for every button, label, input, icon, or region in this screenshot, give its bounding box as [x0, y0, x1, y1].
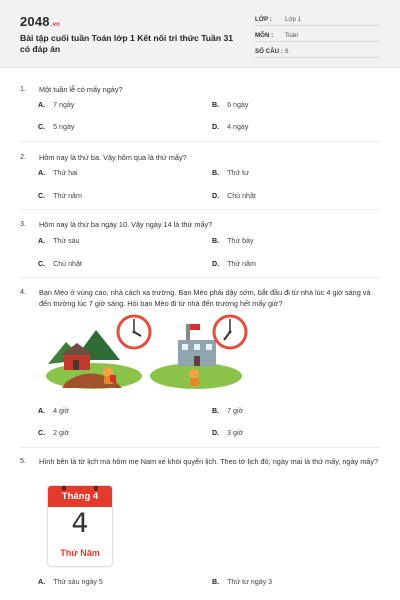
clock-4-oclock-icon [118, 316, 150, 348]
question-number: 4. [20, 287, 27, 296]
option-letter: B. [212, 169, 220, 177]
option-letter: D. [212, 123, 220, 131]
question-text: Hôm nay là thứ ba. Vậy hôm qua là thứ mấy? [39, 153, 187, 162]
option-text: 5 ngày [53, 123, 75, 131]
school-door [194, 356, 200, 366]
cat-body [190, 378, 199, 386]
option-3c[interactable] [38, 260, 82, 268]
option-text: Thứ sáu ngày 5 [53, 578, 103, 586]
meta-subject-value: Toán [285, 32, 299, 39]
option-4d[interactable] [212, 429, 243, 437]
cat-head [189, 369, 199, 379]
option-3a[interactable] [38, 237, 80, 245]
option-letter: D. [212, 260, 220, 268]
backpack [110, 375, 116, 382]
option-text: 2 giờ [53, 429, 70, 437]
option-letter: C. [38, 123, 46, 131]
option-5b[interactable] [212, 578, 272, 586]
divider [20, 277, 380, 278]
option-letter: A. [38, 101, 46, 109]
meta-count-label: SỐ CÂU : [255, 48, 283, 55]
house-door [73, 360, 79, 370]
question-number: 1. [20, 84, 27, 93]
document-title: Bài tập cuối tuần Toán lớp 1 Kết nối tri thức Tuần 31 có đáp án [20, 33, 234, 54]
school-clock-illustration [148, 314, 248, 390]
question-text: Bạn Mèo ở vùng cao, nhà cách xa trường. Bạn Mèo phải dậy sớm, bắt đầu đi từ nhà lúc 4 giờ sáng và đến trường lúc 7 giờ sáng. Hỏi bạn Mèo đi từ nhà đến trường hết mấy giờ? [39, 288, 371, 308]
option-letter: D. [212, 429, 220, 437]
option-2a[interactable] [38, 169, 78, 177]
option-text: Thứ năm [53, 192, 82, 200]
option-1a[interactable] [38, 101, 74, 109]
option-2b[interactable] [212, 169, 249, 177]
option-text: 7 giờ [227, 407, 244, 415]
option-1d[interactable] [212, 123, 248, 131]
question-number: 5. [20, 456, 27, 465]
option-text: Thứ sáu [53, 237, 80, 245]
question-text: Hôm nay là thứ ba ngày 10. Vậy ngày 14 là thứ mấy? [39, 220, 213, 229]
document-header [0, 0, 400, 68]
option-text: Thứ năm [227, 260, 256, 268]
option-letter: A. [38, 237, 46, 245]
divider [20, 209, 380, 210]
option-text: 7 ngày [53, 101, 75, 109]
house-clock-illustration [44, 314, 160, 390]
meta-class-value: Lớp 1 [285, 16, 302, 23]
question-text: Hình bên là tờ lịch mà hôm mẹ Nam xé khỏi quyển lịch. Theo tờ lịch đó, ngày mai là thứ mấy, ngày mấy? [39, 457, 379, 466]
option-1c[interactable] [38, 123, 74, 131]
option-text: Thứ tư ngày 3 [227, 578, 273, 586]
calendar-weekday: Thứ Năm [60, 548, 100, 558]
option-letter: B. [212, 237, 220, 245]
calendar-page [48, 486, 112, 566]
clock-7-oclock-icon [214, 316, 246, 348]
calendar-day: 4 [71, 508, 89, 539]
meta-subject-label: MÔN : [255, 32, 274, 39]
option-letter: B. [212, 578, 220, 586]
option-letter: B. [212, 407, 220, 415]
option-letter: C. [38, 192, 46, 200]
option-letter: D. [212, 192, 220, 200]
school-window [206, 344, 212, 350]
option-letter: C. [38, 429, 46, 437]
option-letter: A. [38, 578, 46, 586]
option-3b[interactable] [212, 237, 254, 245]
calendar-ring-icon [62, 486, 66, 491]
option-text: Thứ hai [53, 169, 78, 177]
flag [190, 324, 200, 330]
option-letter: A. [38, 169, 46, 177]
option-text: Chủ nhật [227, 192, 256, 200]
divider [20, 141, 380, 142]
option-letter: C. [38, 260, 46, 268]
option-4b[interactable] [212, 407, 243, 415]
logo-suffix: .vn [50, 22, 61, 28]
option-letter: B. [212, 101, 220, 109]
option-2d[interactable] [212, 192, 256, 200]
meta-subject [255, 30, 380, 42]
divider [20, 447, 380, 448]
calendar-ring-icon [94, 486, 98, 491]
option-text: Thứ bảy [227, 237, 254, 245]
meta-class-label: LỚP : [255, 16, 272, 23]
meta-count [255, 46, 380, 58]
question-number: 3. [20, 219, 27, 228]
option-text: 4 giờ [53, 407, 70, 415]
option-text: 3 giờ [227, 429, 244, 437]
option-4a[interactable] [38, 407, 69, 415]
calendar-month: Tháng 4 [48, 486, 112, 507]
meta-class [255, 14, 380, 26]
site-logo[interactable] [20, 14, 60, 29]
school-window [182, 344, 188, 350]
question-text: Một tuần lễ có mấy ngày? [39, 85, 123, 94]
option-1b[interactable] [212, 101, 248, 109]
option-2c[interactable] [38, 192, 82, 200]
school-window [194, 344, 200, 350]
question-number: 2. [20, 152, 27, 161]
option-text: 6 ngày [227, 101, 249, 109]
meta-count-value: 8 [285, 48, 289, 55]
option-3d[interactable] [212, 260, 256, 268]
option-text: Chủ nhật [53, 260, 82, 268]
option-5a[interactable] [38, 578, 103, 586]
option-text: 4 ngày [227, 123, 249, 131]
option-letter: A. [38, 407, 46, 415]
logo-text: 2048 [20, 14, 50, 29]
option-4c[interactable] [38, 429, 69, 437]
option-text: Thứ tư [227, 169, 249, 177]
